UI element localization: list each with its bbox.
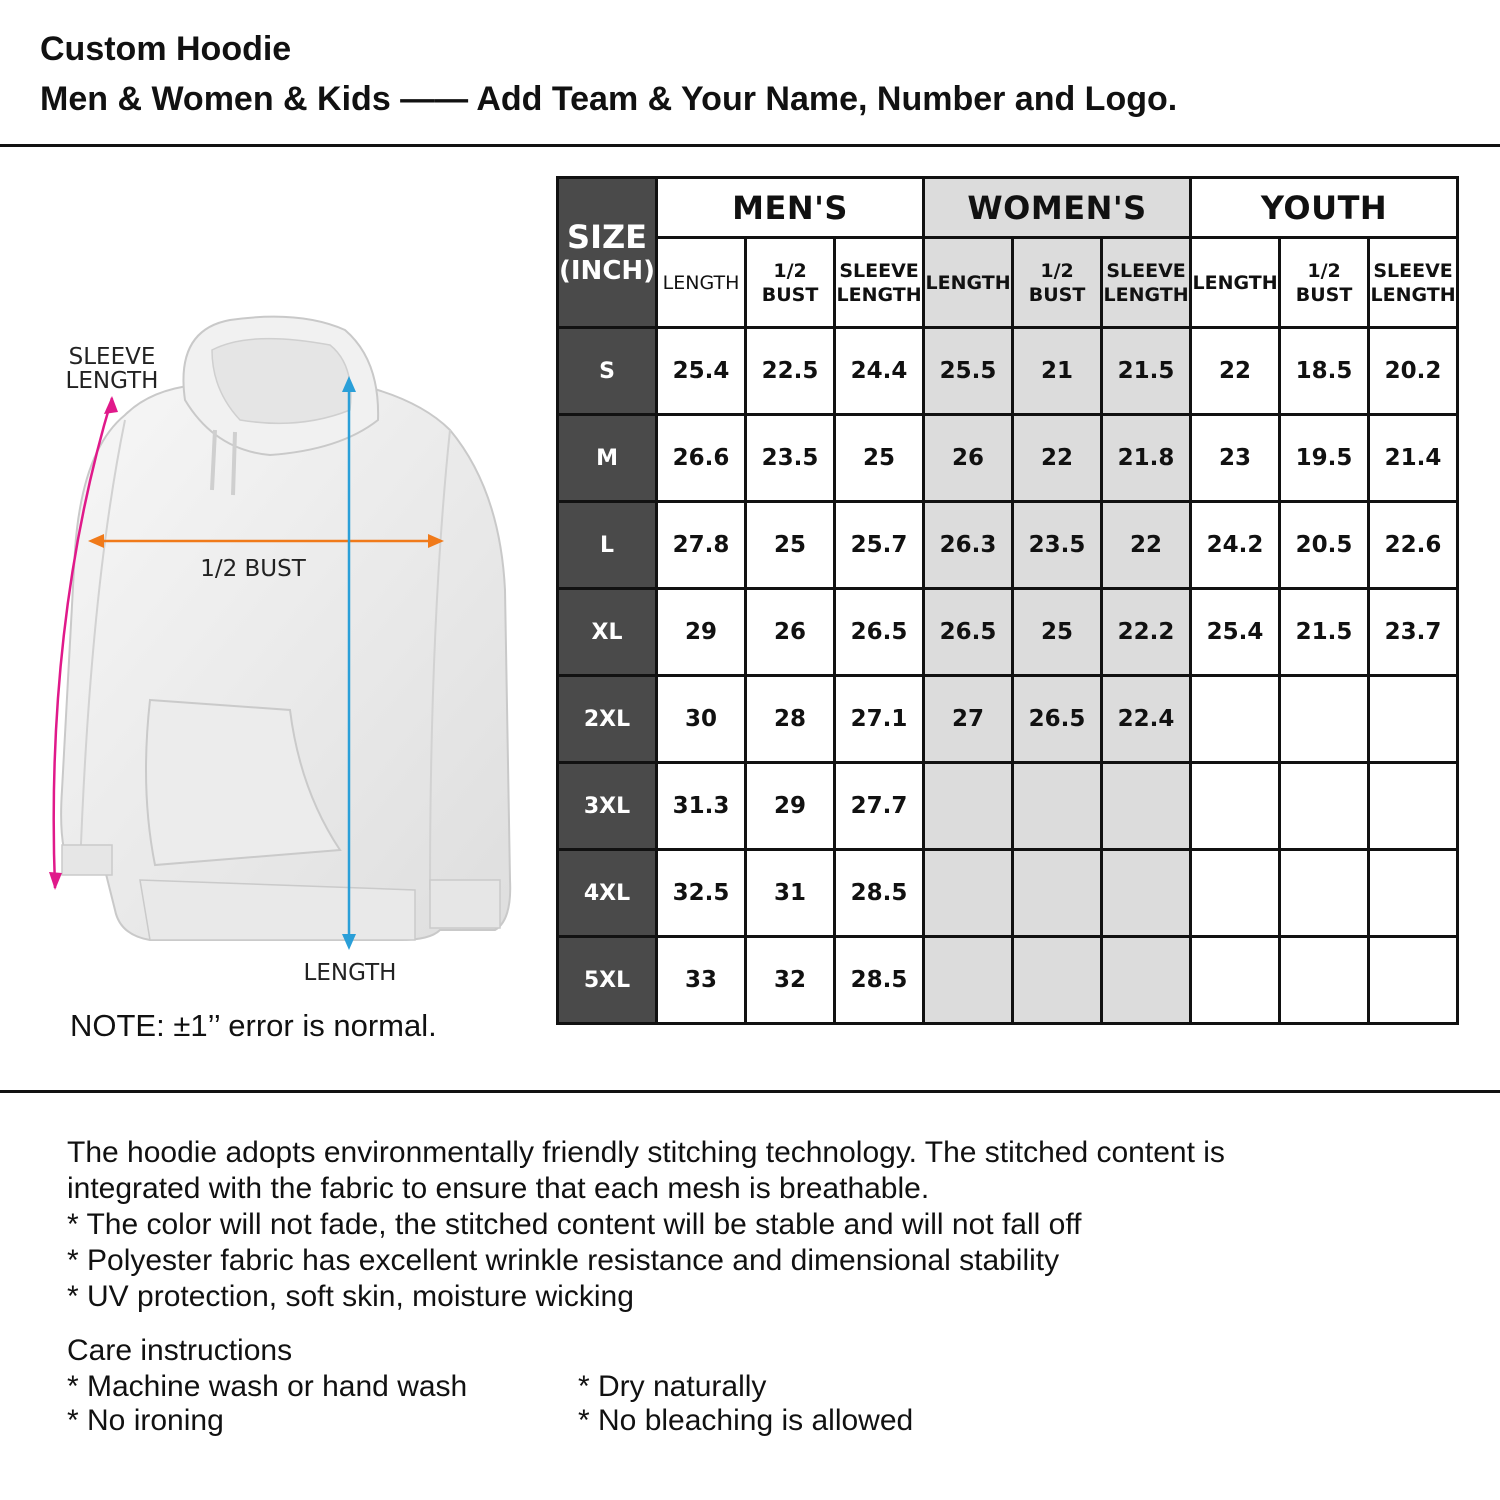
subheader-sleeve-length: SLEEVE LENGTH [835, 238, 924, 328]
feature-bullet: * Polyester fabric has excellent wrinkle resistance and dimensional stability [67, 1244, 1060, 1277]
table-cell: 20.5 [1280, 502, 1369, 589]
size-label: 2XL [558, 676, 657, 763]
table-cell: 25.4 [657, 328, 746, 415]
table-cell: 22.6 [1369, 502, 1458, 589]
table-cell [1191, 676, 1280, 763]
feature-bullet: * UV protection, soft skin, moisture wicking [67, 1280, 634, 1313]
half-bust-label: 1/2 BUST [200, 556, 306, 582]
table-cell: 24.2 [1191, 502, 1280, 589]
bottom-divider [0, 1090, 1500, 1093]
table-cell [1102, 763, 1191, 850]
size-label: L [558, 502, 657, 589]
table-cell: 22 [1102, 502, 1191, 589]
table-cell: 22.2 [1102, 589, 1191, 676]
subheader-sleeve-length: SLEEVE LENGTH [1102, 238, 1191, 328]
table-row [558, 415, 1458, 502]
table-cell [1013, 763, 1102, 850]
table-cell [1280, 937, 1369, 1024]
table-cell: 23.5 [746, 415, 835, 502]
care-item: * No ironing [67, 1404, 224, 1437]
table-row [558, 502, 1458, 589]
table-cell: 21.4 [1369, 415, 1458, 502]
table-cell: 26.6 [657, 415, 746, 502]
size-label: 3XL [558, 763, 657, 850]
sleeve-length-label: SLEEVE LENGTH [65, 344, 159, 394]
table-cell [1013, 850, 1102, 937]
subheader-half-bust: 1/2 BUST [1280, 238, 1369, 328]
table-cell: 25 [835, 415, 924, 502]
table-cell [1191, 850, 1280, 937]
table-cell: 26.5 [1013, 676, 1102, 763]
table-row [558, 328, 1458, 415]
table-cell: 26.5 [924, 589, 1013, 676]
care-title: Care instructions [67, 1334, 293, 1367]
table-cell [1191, 937, 1280, 1024]
table-cell: 25 [746, 502, 835, 589]
table-cell: 28.5 [835, 850, 924, 937]
table-row [558, 937, 1458, 1024]
care-item: * Machine wash or hand wash [67, 1370, 468, 1403]
table-cell: 26.5 [835, 589, 924, 676]
table-cell [1102, 937, 1191, 1024]
subheader-length: LENGTH [924, 238, 1013, 328]
table-cell: 28.5 [835, 937, 924, 1024]
table-cell: 23.5 [1013, 502, 1102, 589]
table-row [558, 763, 1458, 850]
subheader-length: LENGTH [1191, 238, 1280, 328]
table-cell: 26.3 [924, 502, 1013, 589]
table-row [558, 676, 1458, 763]
table-cell [924, 937, 1013, 1024]
table-cell [1280, 676, 1369, 763]
table-cell [1369, 763, 1458, 850]
table-cell: 21.8 [1102, 415, 1191, 502]
table-cell: 23 [1191, 415, 1280, 502]
table-cell: 22.4 [1102, 676, 1191, 763]
measurement-arrows [0, 0, 560, 1000]
table-cell: 19.5 [1280, 415, 1369, 502]
table-cell: 28 [746, 676, 835, 763]
table-cell: 32.5 [657, 850, 746, 937]
table-cell: 33 [657, 937, 746, 1024]
description-line: The hoodie adopts environmentally friendly stitching technology. The stitched content is [67, 1136, 1225, 1169]
table-cell: 23.7 [1369, 589, 1458, 676]
table-cell: 26 [924, 415, 1013, 502]
table-cell: 27.1 [835, 676, 924, 763]
table-cell [924, 850, 1013, 937]
page-title: Custom Hoodie [40, 30, 292, 68]
table-cell: 20.2 [1369, 328, 1458, 415]
table-cell: 22 [1013, 415, 1102, 502]
page-subtitle: Men & Women & Kids —— Add Team & Your Name, Number and Logo. [40, 80, 1178, 118]
table-cell [1013, 937, 1102, 1024]
table-cell: 29 [657, 589, 746, 676]
table-cell [924, 763, 1013, 850]
table-cell: 26 [746, 589, 835, 676]
feature-bullet: * The color will not fade, the stitched content will be stable and will not fall off [67, 1208, 1082, 1241]
table-cell [1280, 763, 1369, 850]
table-cell: 25.5 [924, 328, 1013, 415]
description-line: integrated with the fabric to ensure that each mesh is breathable. [67, 1172, 930, 1205]
size-chart-table [556, 176, 1459, 1025]
subheader-length: LENGTH [657, 238, 746, 328]
table-cell: 27 [924, 676, 1013, 763]
size-label: 4XL [558, 850, 657, 937]
size-header: SIZE (INCH) [558, 178, 657, 328]
table-cell: 29 [746, 763, 835, 850]
subheader-half-bust: 1/2 BUST [1013, 238, 1102, 328]
table-cell: 27.8 [657, 502, 746, 589]
table-cell: 21.5 [1280, 589, 1369, 676]
table-cell: 22.5 [746, 328, 835, 415]
size-label: M [558, 415, 657, 502]
table-cell: 31.3 [657, 763, 746, 850]
size-label: S [558, 328, 657, 415]
table-cell [1369, 937, 1458, 1024]
subheader-sleeve-length: SLEEVE LENGTH [1369, 238, 1458, 328]
length-label: LENGTH [303, 960, 397, 986]
table-cell: 31 [746, 850, 835, 937]
group-header-youth: YOUTH [1191, 178, 1458, 238]
group-header-womens: WOMEN'S [924, 178, 1191, 238]
table-cell: 24.4 [835, 328, 924, 415]
table-cell [1369, 850, 1458, 937]
table-cell: 25.7 [835, 502, 924, 589]
subheader-row [558, 238, 1458, 328]
group-header-mens: MEN'S [657, 178, 924, 238]
table-cell: 27.7 [835, 763, 924, 850]
product-description [67, 1135, 1225, 1315]
table-cell [1102, 850, 1191, 937]
table-cell [1191, 763, 1280, 850]
size-label: XL [558, 589, 657, 676]
subheader-half-bust: 1/2 BUST [746, 238, 835, 328]
table-cell: 21 [1013, 328, 1102, 415]
table-cell: 32 [746, 937, 835, 1024]
care-item: * No bleaching is allowed [578, 1404, 914, 1437]
table-cell: 25.4 [1191, 589, 1280, 676]
size-note: NOTE: ±1’’ error is normal. [70, 1008, 437, 1043]
table-cell: 25 [1013, 589, 1102, 676]
table-row [558, 850, 1458, 937]
table-cell: 21.5 [1102, 328, 1191, 415]
table-cell [1280, 850, 1369, 937]
table-cell [1369, 676, 1458, 763]
care-item: * Dry naturally [578, 1370, 767, 1403]
table-cell: 18.5 [1280, 328, 1369, 415]
table-cell: 30 [657, 676, 746, 763]
table-cell: 22 [1191, 328, 1280, 415]
size-label: 5XL [558, 937, 657, 1024]
table-row [558, 589, 1458, 676]
